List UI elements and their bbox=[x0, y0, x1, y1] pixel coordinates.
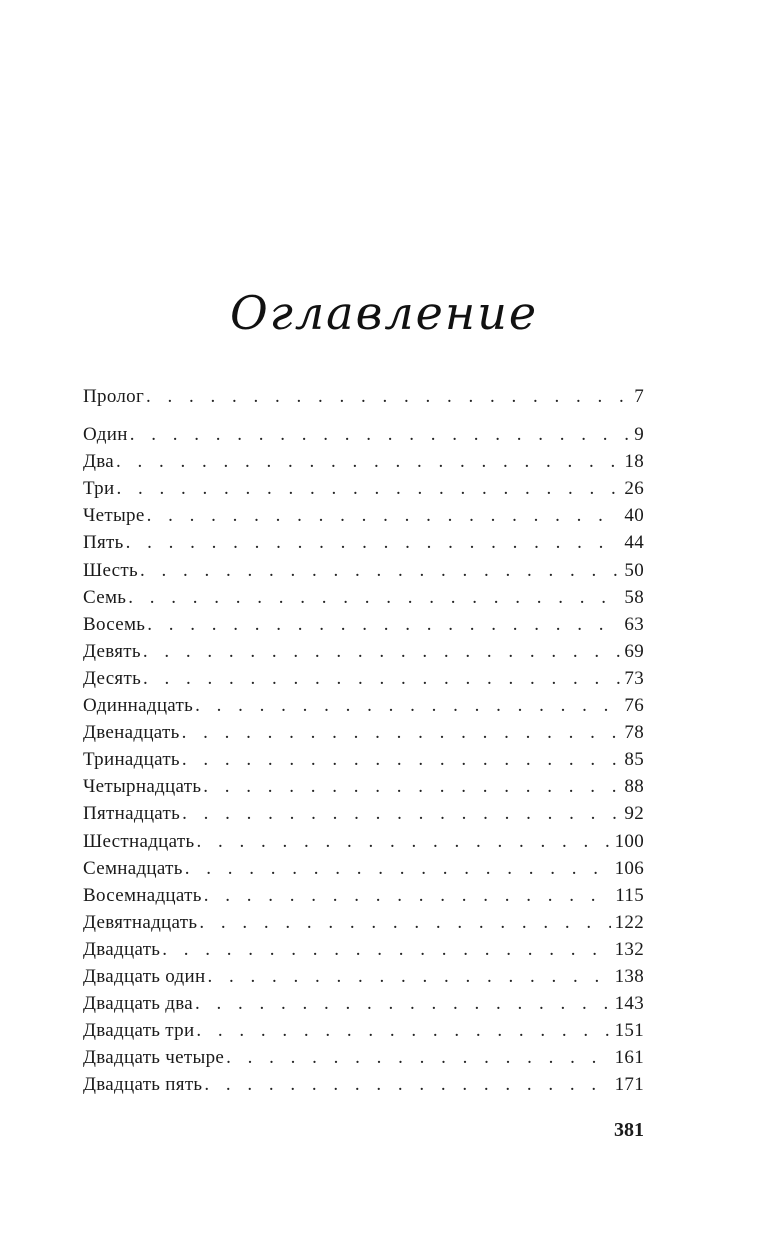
toc-entry bbox=[83, 383, 644, 410]
toc-entry bbox=[83, 448, 644, 475]
toc-entry-title: Два bbox=[83, 451, 115, 473]
dot-leader bbox=[196, 828, 610, 855]
toc-entry-page: 78 bbox=[624, 722, 644, 744]
toc-entry bbox=[83, 719, 644, 746]
toc-entry-title: Восемь bbox=[83, 613, 146, 635]
page-number: 381 bbox=[614, 1119, 644, 1141]
toc-entry-title: Пять bbox=[83, 532, 124, 554]
dot-leader bbox=[182, 746, 620, 773]
dot-leader bbox=[116, 475, 620, 502]
toc-entry-page: 106 bbox=[614, 857, 644, 879]
toc-entry-page: 92 bbox=[624, 803, 644, 825]
toc-entry-page: 50 bbox=[624, 559, 644, 581]
toc-entry bbox=[83, 936, 644, 963]
dot-leader bbox=[147, 611, 620, 638]
toc-entry-title: Пролог bbox=[83, 386, 145, 407]
toc-entry bbox=[83, 855, 644, 882]
toc-entry-title: Двадцать два bbox=[83, 993, 194, 1015]
toc-entry-title: Шестнадцать bbox=[83, 830, 195, 852]
toc-entry bbox=[83, 909, 644, 936]
dot-leader bbox=[140, 557, 620, 584]
toc-entry bbox=[83, 421, 644, 448]
toc-entry bbox=[83, 882, 644, 909]
toc-entry-title: Двадцать пять bbox=[83, 1074, 203, 1096]
toc-entry-page: 7 bbox=[634, 386, 644, 407]
toc-entry-page: 9 bbox=[634, 424, 644, 446]
toc-entry-page: 44 bbox=[624, 532, 644, 554]
toc-entry bbox=[83, 1071, 644, 1098]
toc-entry-title: Двадцать bbox=[83, 938, 161, 960]
toc-entry-page: 138 bbox=[614, 965, 644, 987]
toc-entry-title: Десять bbox=[83, 667, 142, 689]
toc-entry bbox=[83, 502, 644, 529]
toc-entry-title: Тринадцать bbox=[83, 749, 180, 771]
toc-entry-page: 115 bbox=[615, 884, 644, 906]
toc-entry bbox=[83, 828, 644, 855]
toc-entry-page: 40 bbox=[624, 505, 644, 527]
toc-entry-title: Четыре bbox=[83, 505, 145, 527]
toc-entry-title: Восемнадцать bbox=[83, 884, 202, 906]
toc-entry bbox=[83, 638, 644, 665]
toc-entry-title: Пятнадцать bbox=[83, 803, 181, 825]
toc-entry-title: Семнадцать bbox=[83, 857, 183, 879]
dot-leader bbox=[203, 773, 620, 800]
toc-entry-page: 73 bbox=[624, 667, 644, 689]
dot-leader bbox=[199, 909, 610, 936]
toc-entry bbox=[83, 692, 644, 719]
toc-entry bbox=[83, 990, 644, 1017]
toc-entry bbox=[83, 1017, 644, 1044]
toc-entry-page: 85 bbox=[624, 749, 644, 771]
dot-leader bbox=[126, 529, 621, 556]
toc-entry bbox=[83, 1044, 644, 1071]
toc-entry-title: Двенадцать bbox=[83, 722, 180, 744]
toc-entry-page: 143 bbox=[614, 993, 644, 1015]
toc-entry bbox=[83, 529, 644, 556]
dot-leader bbox=[116, 448, 620, 475]
toc-entry-page: 132 bbox=[614, 938, 644, 960]
dot-leader bbox=[204, 1071, 610, 1098]
toc-entry-page: 26 bbox=[624, 478, 644, 500]
dot-leader bbox=[130, 421, 631, 448]
toc-entry-title: Один bbox=[83, 424, 128, 446]
toc-entry bbox=[83, 963, 644, 990]
dot-leader bbox=[182, 800, 620, 827]
toc-entry bbox=[83, 611, 644, 638]
toc-entry bbox=[83, 475, 644, 502]
toc-entry-title: Девятнадцать bbox=[83, 911, 198, 933]
toc-entry bbox=[83, 557, 644, 584]
dot-leader bbox=[128, 584, 620, 611]
toc-entry-page: 69 bbox=[624, 640, 644, 662]
dot-leader bbox=[195, 692, 620, 719]
toc-entry-title: Двадцать один bbox=[83, 965, 206, 987]
toc-entry-page: 88 bbox=[624, 776, 644, 798]
dot-leader bbox=[182, 719, 621, 746]
dot-leader bbox=[185, 855, 611, 882]
toc-entry-page: 171 bbox=[614, 1074, 644, 1096]
toc-entry-page: 161 bbox=[614, 1047, 644, 1069]
table-of-contents bbox=[83, 383, 644, 1098]
dot-leader bbox=[147, 502, 621, 529]
dot-leader bbox=[143, 665, 620, 692]
dot-leader bbox=[195, 990, 611, 1017]
toc-entry bbox=[83, 665, 644, 692]
toc-entry-page: 76 bbox=[624, 695, 644, 717]
toc-entry-page: 151 bbox=[614, 1020, 644, 1042]
toc-entry-title: Семь bbox=[83, 586, 127, 608]
dot-leader bbox=[162, 936, 610, 963]
toc-entry-page: 58 bbox=[624, 586, 644, 608]
dot-leader bbox=[204, 882, 612, 909]
toc-entry-title: Одиннадцать bbox=[83, 695, 194, 717]
dot-leader bbox=[207, 963, 610, 990]
toc-entry-page: 100 bbox=[614, 830, 644, 852]
toc-entry bbox=[83, 800, 644, 827]
dot-leader bbox=[146, 383, 630, 410]
page-title: Оглавление bbox=[229, 286, 539, 340]
toc-entry-page: 18 bbox=[624, 451, 644, 473]
toc-entry bbox=[83, 773, 644, 800]
toc-entry-page: 122 bbox=[614, 911, 644, 933]
toc-entry-page: 63 bbox=[624, 613, 644, 635]
toc-entry-title: Девять bbox=[83, 640, 141, 662]
dot-leader bbox=[196, 1017, 610, 1044]
toc-entry bbox=[83, 584, 644, 611]
dot-leader bbox=[226, 1044, 610, 1071]
toc-entry-title: Двадцать четыре bbox=[83, 1047, 225, 1069]
dot-leader bbox=[143, 638, 621, 665]
toc-entry-title: Четырнадцать bbox=[83, 776, 202, 798]
toc-entry bbox=[83, 746, 644, 773]
toc-entry-title: Шесть bbox=[83, 559, 138, 581]
toc-entry-title: Три bbox=[83, 478, 115, 500]
toc-entry-title: Двадцать три bbox=[83, 1020, 195, 1042]
